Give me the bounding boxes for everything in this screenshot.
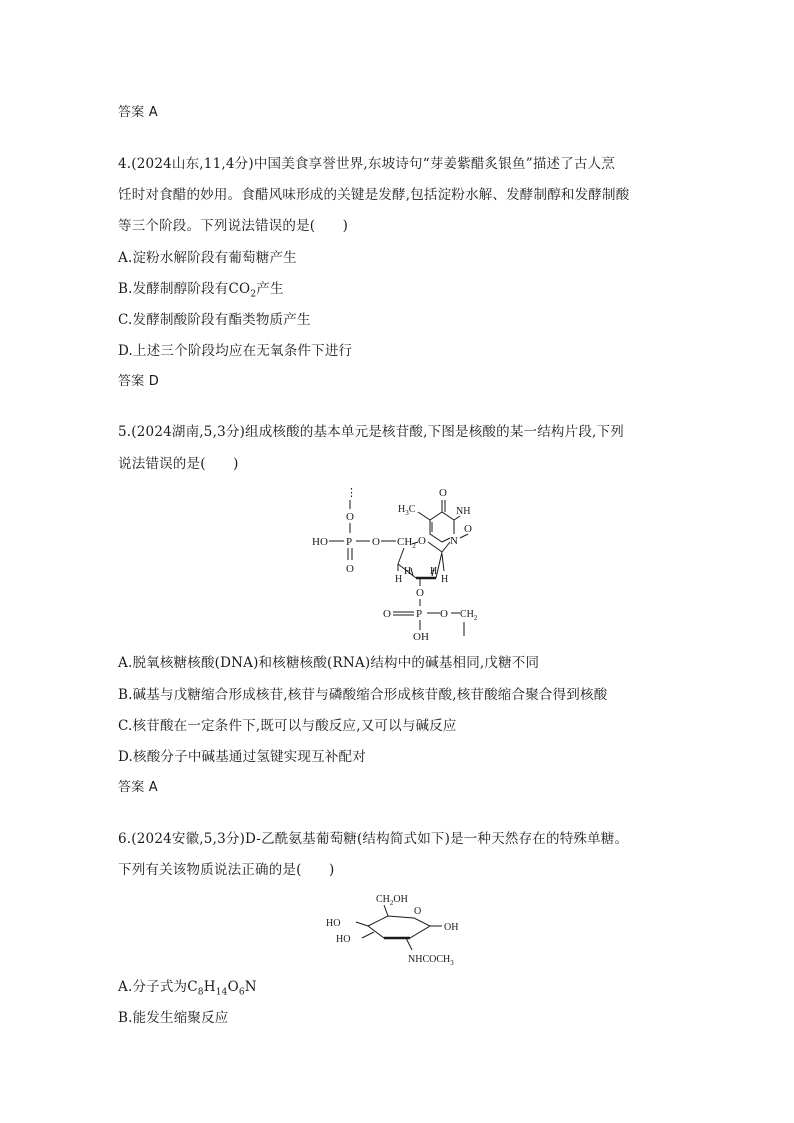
svg-text:O: O — [383, 608, 391, 620]
svg-text:O: O — [372, 536, 380, 548]
svg-text:CH2: $CH_2$ — [460, 609, 478, 622]
svg-text:P: P — [346, 536, 353, 548]
glucosamine-structure-diagram — [318, 888, 478, 968]
svg-text:O: O — [346, 511, 354, 523]
nucleotide-structure-diagram — [300, 482, 500, 644]
svg-text:O: O — [440, 608, 448, 620]
svg-text:N: N — [450, 535, 458, 547]
svg-text:O: O — [414, 906, 422, 917]
svg-text:O: O — [346, 563, 354, 575]
q6-option-b: B.能发生缩聚反应 — [118, 1010, 229, 1026]
svg-text:HO: HO — [312, 536, 328, 548]
q5-option-d: D.核酸分子中碱基通过氢键实现互补配对 — [118, 749, 366, 765]
svg-text:OH: OH — [444, 922, 459, 933]
svg-text:NHCOCH3: $NHCOCH_3$ — [408, 954, 454, 967]
svg-text:H: H — [441, 574, 449, 585]
q4-option-b: B.发酵制醇阶段有$CO_2$产生 — [118, 281, 284, 300]
q4-option-a: A.淀粉水解阶段有葡萄糖产生 — [118, 250, 297, 266]
q6-stem-line1: 6.(2024安徽,5,3分)D-乙酰氨基葡萄糖(结构简式如下)是一种天然存在的特殊单糖。 — [118, 831, 629, 847]
q5-option-a: A.脱氧核糖核酸(DNA)和核糖核酸(RNA)结构中的碱基相同,戊糖不同 — [118, 655, 540, 671]
q6-stem-line2: 下列有关该物质说法正确的是( ) — [118, 862, 335, 878]
q4-option-c: C.发酵制酸阶段有酯类物质产生 — [118, 312, 311, 328]
svg-text:O: O — [439, 487, 447, 499]
svg-text:CH2OH: $CH_2OH$ — [376, 894, 408, 907]
svg-text:HO: HO — [336, 934, 351, 945]
svg-text:OH: OH — [413, 631, 429, 643]
q4-stem-line1: 4.(2024山东,11,4分)中国美食享誉世界,东坡诗句“芽姜紫醋炙银鱼”描述了古人烹 — [118, 156, 616, 172]
svg-text:O: O — [416, 587, 424, 599]
svg-text:NH: NH — [456, 506, 471, 517]
q4-stem-line3: 等三个阶段。下列说法错误的是( ) — [118, 218, 349, 234]
q5-stem-line1: 5.(2024湖南,5,3分)组成核酸的基本单元是核苷酸,下图是核酸的某一结构片段,下列 — [118, 424, 624, 440]
q5-answer: 答案 A — [118, 780, 158, 795]
svg-text:O: O — [418, 535, 426, 547]
q5-option-c: C.核苷酸在一定条件下,既可以与酸反应,又可以与碱反应 — [118, 718, 457, 734]
answer-previous: 答案 A — [118, 105, 158, 120]
svg-text:CH2: $CH_2$ — [397, 536, 416, 550]
q4-stem-line2: 饪时对食醋的妙用。食醋风味形成的关键是发酵,包括淀粉水解、发酵制醇和发酵制酸 — [118, 187, 630, 203]
svg-text:H: H — [404, 566, 412, 577]
q6-option-a: A.分子式为$C_8H_{14}O_6N$ — [118, 979, 257, 998]
svg-text:O: O — [464, 523, 472, 535]
svg-text:H3C: $H_3C$ — [398, 504, 416, 517]
svg-text:P: P — [416, 608, 423, 620]
svg-text:H: H — [395, 574, 403, 585]
svg-text:HO: HO — [326, 918, 341, 929]
svg-text:⋮: ⋮ — [346, 487, 357, 499]
q4-option-d: D.上述三个阶段均应在无氧条件下进行 — [118, 343, 353, 359]
q5-stem-line2: 说法错误的是( ) — [118, 456, 239, 472]
q4-answer: 答案 D — [118, 374, 159, 389]
svg-text:H: H — [430, 566, 438, 577]
q5-option-b: B.碱基与戊糖缩合形成核苷,核苷与磷酸缩合形成核苷酸,核苷酸缩合聚合得到核酸 — [118, 687, 608, 703]
